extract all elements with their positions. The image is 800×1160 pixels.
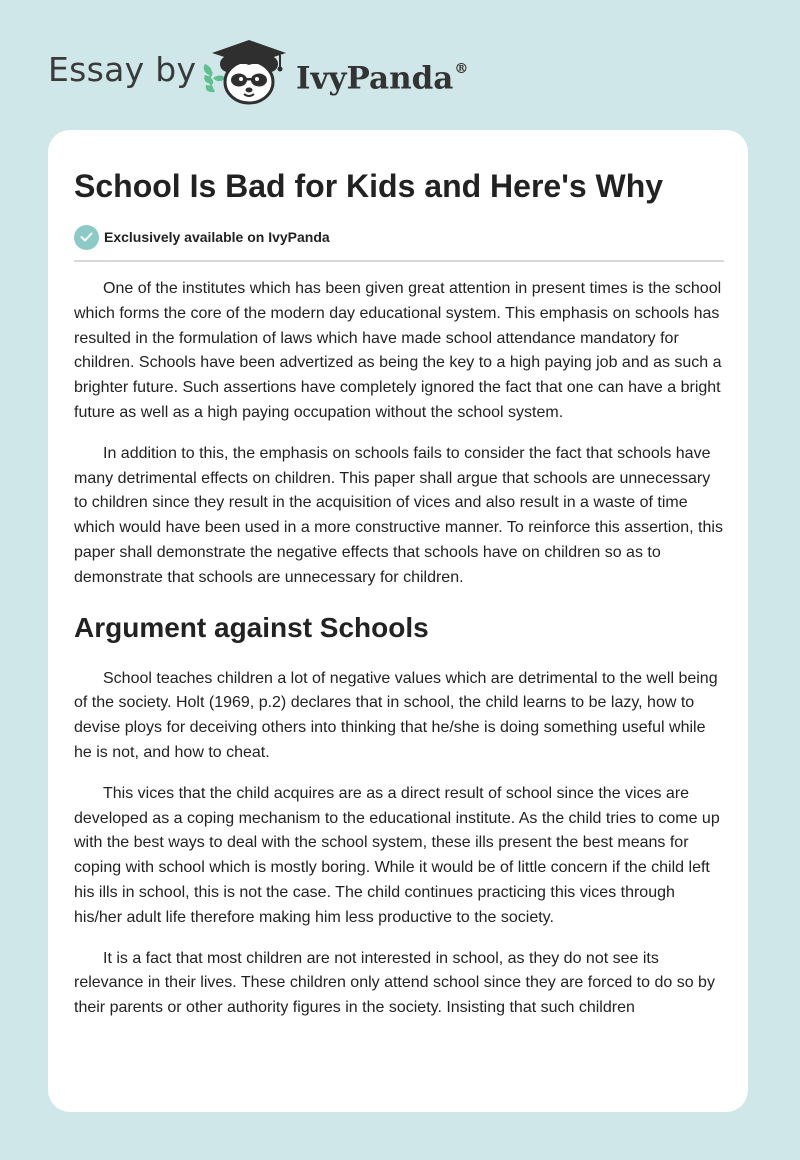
brand-name[interactable] (296, 53, 468, 98)
paragraph: This vices that the child acquires are as a direct result of school since the vices are developed as a coping mechanism to the educational institute. As the child tries to come up with the best ways to deal with the school system, these ills present the best means for coping with school which is mostly boring. While it would be of little concern if the child left his ills in school, this is not the case. The child continues practicing this vices through his/her adult life therefore making him less productive to the society. (74, 784, 720, 926)
divider (74, 260, 724, 262)
essay-body (74, 277, 724, 1021)
paragraph: School teaches children a lot of negative values which are detrimental to the well being of the society. Holt (1969, p.2) declares that in school, the child learns to be lazy, how to devise ploys for deceiving others into thinking that he/she is doing something useful while he is not, and how to cheat. (74, 669, 718, 761)
section-heading: Argument against Schools (74, 611, 429, 643)
exclusive-badge-label: Exclusively available on IvyPanda (104, 229, 330, 245)
essay-content (74, 166, 724, 1037)
check-icon (74, 225, 99, 250)
paragraph: It is a fact that most children are not interested in school, as they do not see its relevance in their lives. These children only attend school since they are forced to do so by their parents or other authority figures in the society. Insisting that such children (74, 949, 715, 1017)
registered-mark: ® (454, 61, 469, 77)
site-header (0, 0, 800, 120)
paragraph: One of the institutes which has been given great attention in present times is the school which forms the core of the modern day educational system. This emphasis on schools has resulted in the formulation of laws which have made school attendance mandatory for children. Schools have been advertized as being the key to a high paying job and as such a brighter future. Such assertions have completely ignored the fact that one can have a bright future as well as a high paying occupation without the school system. (74, 280, 722, 421)
essay-card (48, 130, 748, 1112)
panda-logo-icon[interactable] (200, 34, 292, 108)
paragraph: In addition to this, the emphasis on schools fails to consider the fact that schools have many detrimental effects on children. This paper shall argue that schools are unnecessary to children since they result in the acquisition of vices and also result in a waste of time which would have been used in a more constructive manner. To reinforce this assertion, this paper shall demonstrate the negative effects that schools have on children so as to demonstrate that schools are unnecessary for children. (74, 444, 723, 586)
brand-text: IvyPanda (296, 60, 454, 97)
essay-by-label: Essay by (48, 50, 197, 89)
essay-title: School Is Bad for Kids and Here's Why (74, 168, 664, 204)
exclusive-badge (74, 224, 724, 250)
